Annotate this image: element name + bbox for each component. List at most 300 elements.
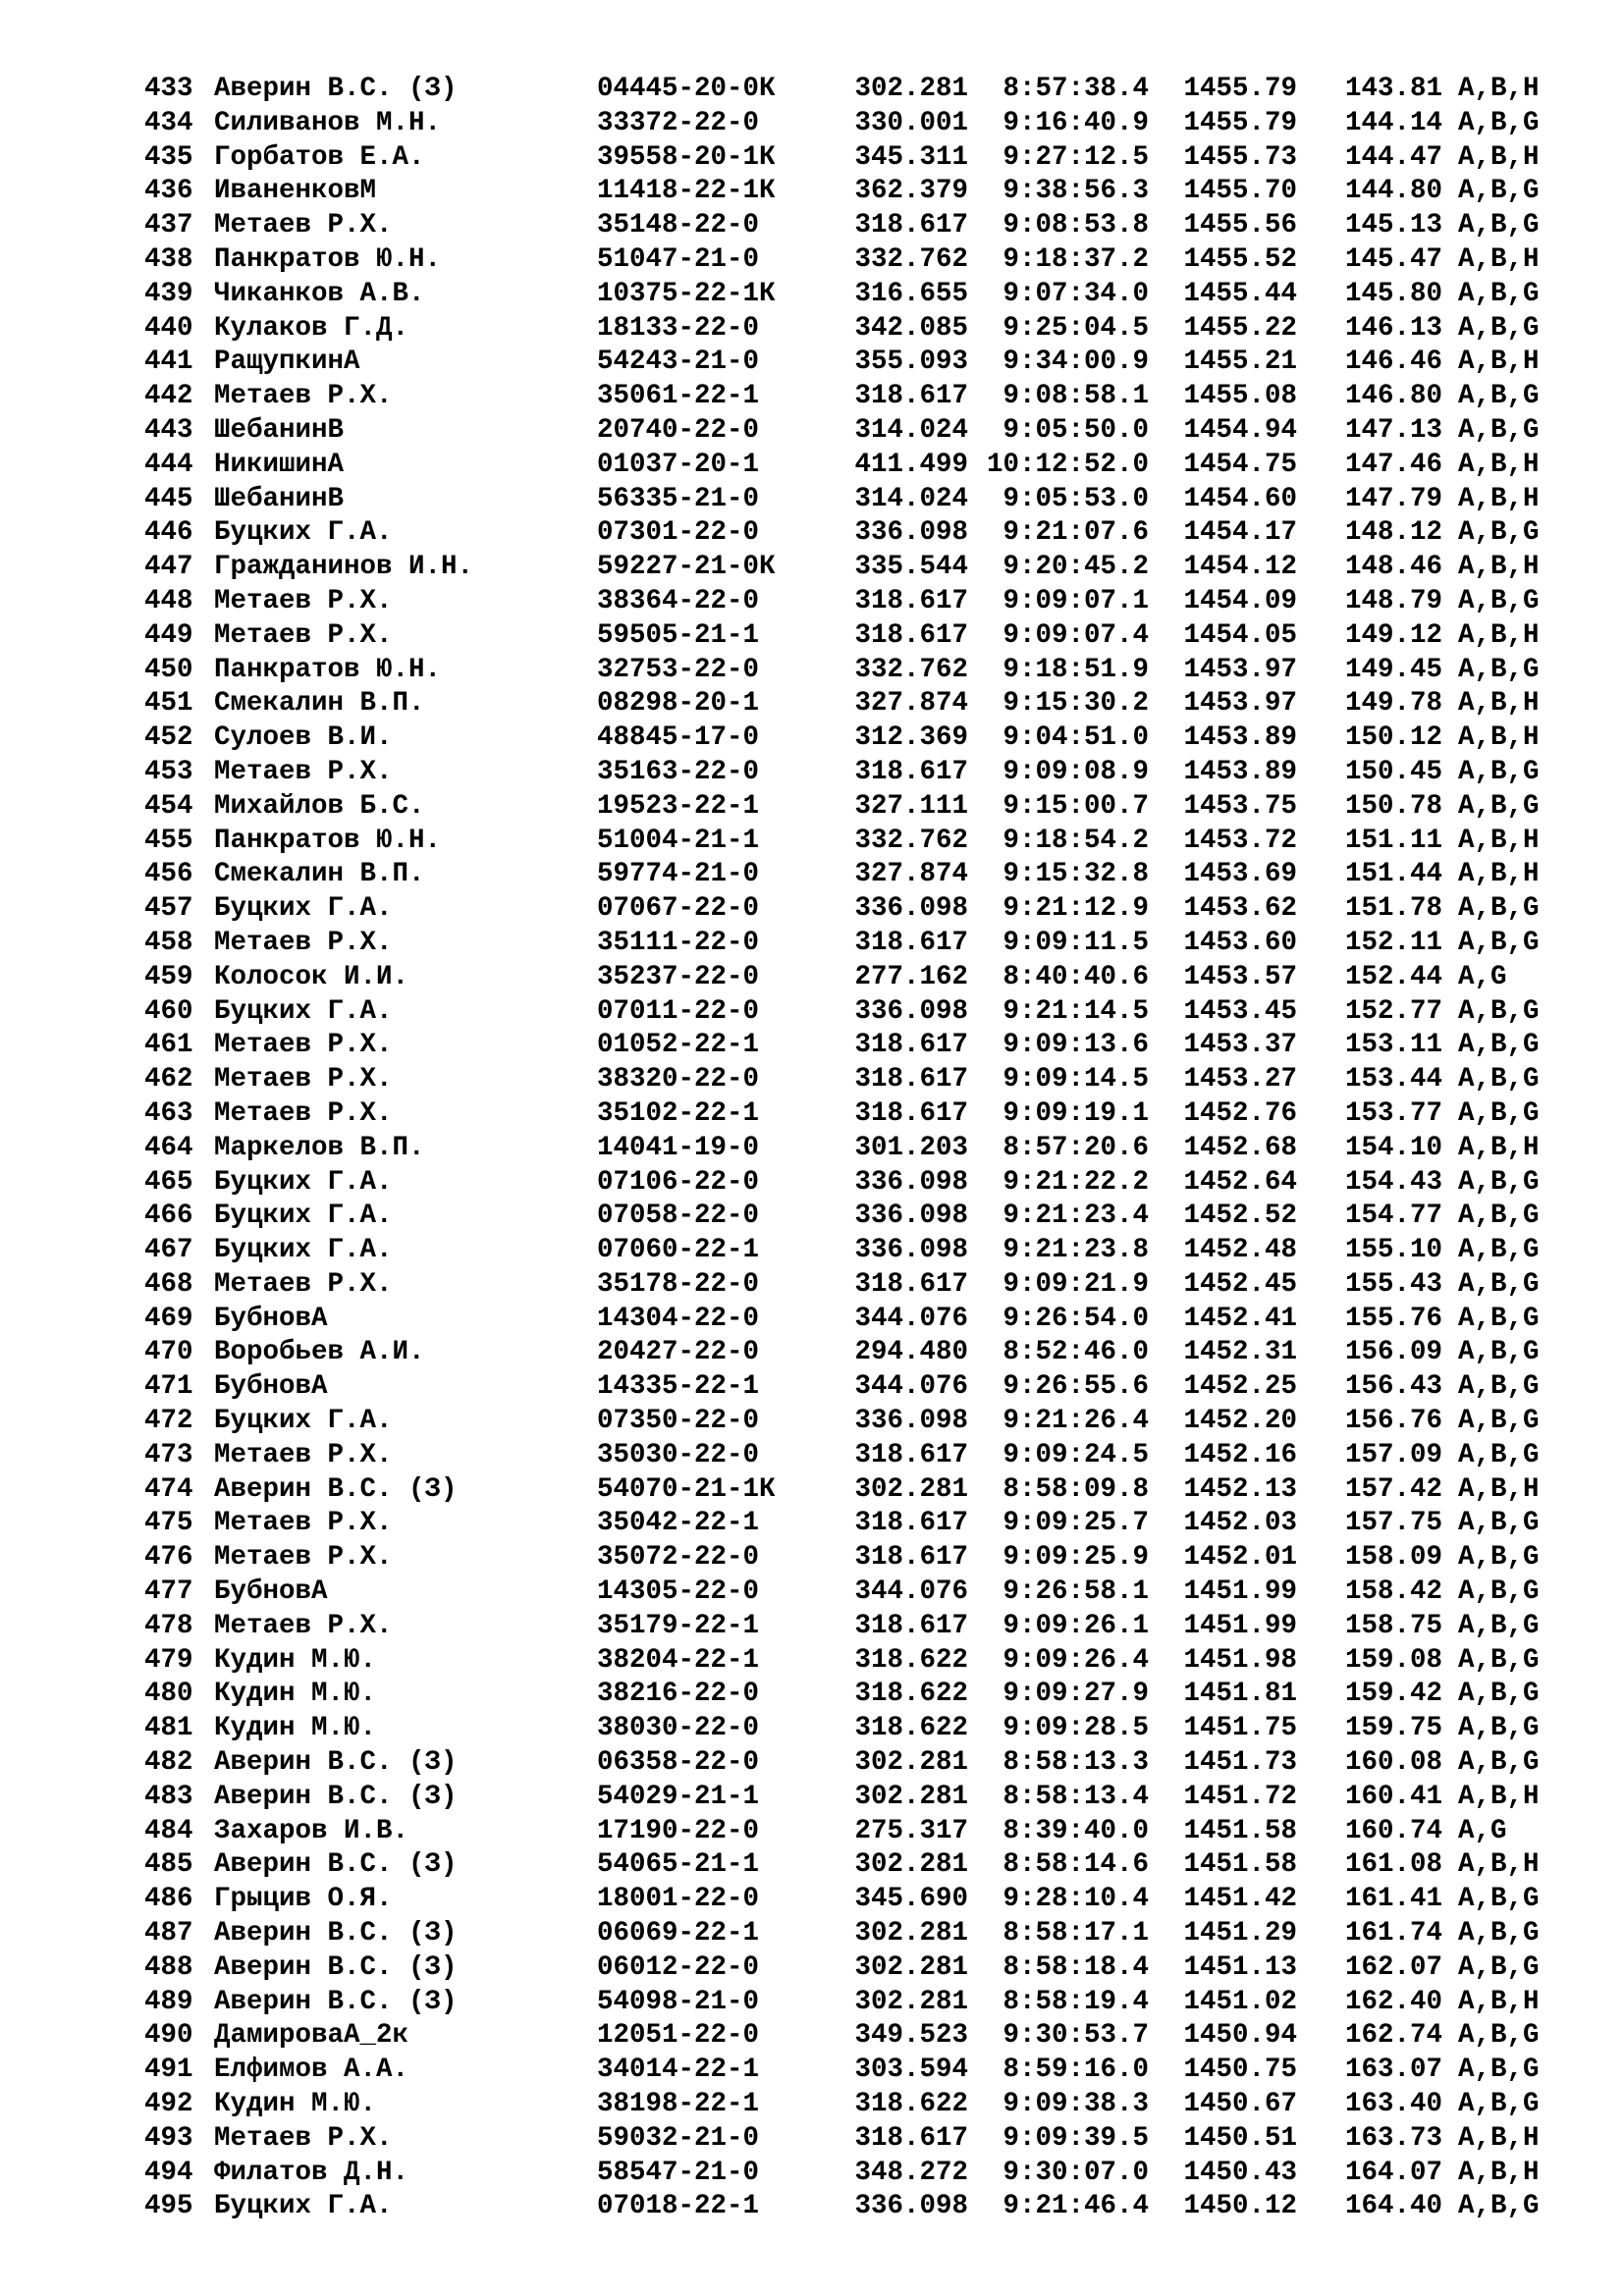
table-row [144,1883,1540,1917]
distance-cell: 275.317 [854,1815,968,1846]
speed-cell: 1455.79 [1183,74,1297,104]
fancier-name-cell: Аверин В.С. (З) [214,1986,458,2017]
ring-number-cell: 34014-22-1 [597,2055,760,2086]
points-cell: 144.14 [1344,107,1442,138]
flags-cell: A,B,H [1458,1781,1540,1812]
fancier-name-cell: Буцких Г.А. [214,1201,393,1232]
points-cell: 153.44 [1344,1064,1442,1095]
ring-number-cell: 07058-22-0 [597,1201,760,1232]
table-row [144,380,1540,414]
flags-cell: A,B,G [1458,1371,1540,1403]
ring-number-cell: 59505-21-1 [597,619,760,651]
flags-cell: A,B,H [1458,449,1540,480]
arrival-time-cell: 9:05:53.0 [1002,483,1149,514]
arrival-time-cell: 8:57:38.4 [1002,74,1149,104]
speed-cell: 1455.21 [1183,347,1297,378]
place-cell: 454 [144,790,193,822]
distance-cell: 344.076 [854,1303,968,1334]
points-cell: 155.76 [1344,1303,1442,1334]
fancier-name-cell: Метаев Р.Х. [214,1508,393,1539]
place-cell: 488 [144,1951,193,1983]
ring-number-cell: 35030-22-0 [597,1439,760,1470]
place-cell: 440 [144,312,193,344]
fancier-name-cell: Маркелов В.П. [214,1132,425,1163]
table-row [144,619,1540,654]
arrival-time-cell: 9:09:38.3 [1002,2089,1149,2120]
speed-cell: 1450.75 [1183,2055,1297,2086]
table-row [144,1541,1540,1575]
distance-cell: 336.098 [854,2191,968,2222]
speed-cell: 1452.48 [1183,1235,1297,1266]
flags-cell: A,B,G [1458,1713,1540,1744]
table-row [144,2019,1540,2054]
distance-cell: 318.617 [854,1542,968,1574]
arrival-time-cell: 9:09:21.9 [1002,1268,1149,1300]
flags-cell: A,B,G [1458,585,1540,616]
table-row [144,1336,1540,1370]
ring-number-cell: 18133-22-0 [597,312,760,344]
speed-cell: 1452.31 [1183,1337,1297,1368]
speed-cell: 1454.60 [1183,483,1297,514]
flags-cell: A,B,G [1458,381,1540,412]
table-row [144,1132,1540,1166]
points-cell: 160.08 [1344,1747,1442,1779]
flags-cell: A,B,G [1458,790,1540,822]
arrival-time-cell: 9:16:40.9 [1002,107,1149,138]
fancier-name-cell: Буцких Г.А. [214,1235,393,1266]
ring-number-cell: 35042-22-1 [597,1508,760,1539]
points-cell: 155.10 [1344,1235,1442,1266]
fancier-name-cell: Кулаков Г.Д. [214,312,409,344]
place-cell: 451 [144,688,193,720]
fancier-name-cell: Буцких Г.А. [214,1166,393,1198]
table-row [144,1951,1540,1986]
points-cell: 143.81 [1344,74,1442,104]
distance-cell: 348.272 [854,2157,968,2188]
table-row [144,278,1540,312]
place-cell: 441 [144,347,193,378]
fancier-name-cell: Метаев Р.Х. [214,756,393,787]
flags-cell: A,B,G [1458,107,1540,138]
arrival-time-cell: 9:09:19.1 [1002,1097,1149,1129]
fancier-name-cell: Метаев Р.Х. [214,1610,393,1641]
points-cell: 151.78 [1344,893,1442,925]
place-cell: 472 [144,1406,193,1437]
table-row [144,1815,1540,1849]
fancier-name-cell: БубновА [214,1371,328,1403]
ring-number-cell: 38320-22-0 [597,1064,760,1095]
table-row [144,141,1540,176]
fancier-name-cell: Сулоев В.И. [214,722,393,754]
fancier-name-cell: Метаев Р.Х. [214,381,393,412]
flags-cell: A,B,H [1458,722,1540,754]
distance-cell: 332.762 [854,654,968,685]
table-row [144,1200,1540,1234]
flags-cell: A,B,H [1458,1132,1540,1163]
place-cell: 469 [144,1303,193,1334]
distance-cell: 327.874 [854,688,968,720]
flags-cell: A,B,H [1458,619,1540,651]
flags-cell: A,B,G [1458,1201,1540,1232]
fancier-name-cell: Кудин М.Ю. [214,1713,377,1744]
table-row [144,1507,1540,1541]
flags-cell: A,B,H [1458,552,1540,583]
table-row [144,1917,1540,1951]
points-cell: 161.41 [1344,1884,1442,1915]
points-cell: 146.13 [1344,312,1442,344]
place-cell: 457 [144,893,193,925]
points-cell: 144.47 [1344,141,1442,173]
speed-cell: 1454.12 [1183,552,1297,583]
table-row [144,175,1540,209]
arrival-time-cell: 8:58:14.6 [1002,1849,1149,1881]
arrival-time-cell: 9:09:39.5 [1002,2122,1149,2154]
flags-cell: A,B,H [1458,483,1540,514]
speed-cell: 1455.44 [1183,278,1297,309]
flags-cell: A,B,G [1458,2020,1540,2052]
flags-cell: A,B,G [1458,1097,1540,1129]
fancier-name-cell: БубновА [214,1303,328,1334]
arrival-time-cell: 9:18:54.2 [1002,825,1149,856]
distance-cell: 302.281 [854,1747,968,1779]
table-row [144,858,1540,892]
fancier-name-cell: Аверин В.С. (З) [214,1747,458,1779]
fancier-name-cell: Захаров И.В. [214,1815,409,1846]
points-cell: 158.42 [1344,1576,1442,1608]
distance-cell: 332.762 [854,243,968,275]
arrival-time-cell: 9:15:00.7 [1002,790,1149,822]
arrival-time-cell: 9:21:07.6 [1002,517,1149,549]
fancier-name-cell: Горбатов Е.А. [214,141,425,173]
speed-cell: 1452.13 [1183,1473,1297,1505]
speed-cell: 1453.97 [1183,688,1297,720]
distance-cell: 318.622 [854,1679,968,1710]
ring-number-cell: 38198-22-1 [597,2089,760,2120]
arrival-time-cell: 9:25:04.5 [1002,312,1149,344]
place-cell: 439 [144,278,193,309]
arrival-time-cell: 9:26:54.0 [1002,1303,1149,1334]
place-cell: 449 [144,619,193,651]
table-row [144,585,1540,619]
place-cell: 482 [144,1747,193,1779]
points-cell: 148.79 [1344,585,1442,616]
distance-cell: 294.480 [854,1337,968,1368]
fancier-name-cell: Аверин В.С. (З) [214,1849,458,1881]
flags-cell: A,B,G [1458,278,1540,309]
arrival-time-cell: 9:09:24.5 [1002,1439,1149,1470]
place-cell: 450 [144,654,193,685]
table-row [144,209,1540,243]
points-cell: 160.74 [1344,1815,1442,1846]
speed-cell: 1452.76 [1183,1097,1297,1129]
ring-number-cell: 59227-21-0К [597,552,776,583]
ring-number-cell: 10375-22-1К [597,278,776,309]
fancier-name-cell: Панкратов Ю.Н. [214,825,442,856]
fancier-name-cell: ШебанинВ [214,483,345,514]
results-table [144,73,1540,2224]
speed-cell: 1450.67 [1183,2089,1297,2120]
speed-cell: 1455.22 [1183,312,1297,344]
fancier-name-cell: Метаев Р.Х. [214,1439,393,1470]
arrival-time-cell: 9:08:53.8 [1002,210,1149,241]
arrival-time-cell: 9:09:28.5 [1002,1713,1149,1744]
fancier-name-cell: Метаев Р.Х. [214,1097,393,1129]
ring-number-cell: 35237-22-0 [597,961,760,992]
flags-cell: A,B,H [1458,243,1540,275]
distance-cell: 330.001 [854,107,968,138]
speed-cell: 1453.89 [1183,722,1297,754]
distance-cell: 362.379 [854,176,968,207]
ring-number-cell: 35072-22-0 [597,1542,760,1574]
points-cell: 150.45 [1344,756,1442,787]
speed-cell: 1453.57 [1183,961,1297,992]
place-cell: 443 [144,414,193,446]
arrival-time-cell: 8:59:16.0 [1002,2055,1149,2086]
flags-cell: A,B,H [1458,688,1540,720]
table-row [144,1303,1540,1337]
flags-cell: A,B,G [1458,756,1540,787]
fancier-name-cell: Смекалин В.П. [214,688,425,720]
table-row [144,961,1540,995]
arrival-time-cell: 9:15:30.2 [1002,688,1149,720]
speed-cell: 1453.27 [1183,1064,1297,1095]
distance-cell: 302.281 [854,1986,968,2017]
points-cell: 158.09 [1344,1542,1442,1574]
arrival-time-cell: 9:09:25.9 [1002,1542,1149,1574]
distance-cell: 344.076 [854,1371,968,1403]
ring-number-cell: 06012-22-0 [597,1951,760,1983]
place-cell: 476 [144,1542,193,1574]
arrival-time-cell: 9:21:22.2 [1002,1166,1149,1198]
place-cell: 452 [144,722,193,754]
distance-cell: 318.617 [854,756,968,787]
fancier-name-cell: Метаев Р.Х. [214,1268,393,1300]
points-cell: 144.80 [1344,176,1442,207]
place-cell: 487 [144,1918,193,1949]
speed-cell: 1452.68 [1183,1132,1297,1163]
speed-cell: 1451.58 [1183,1849,1297,1881]
speed-cell: 1451.58 [1183,1815,1297,1846]
table-row [144,346,1540,380]
fancier-name-cell: Силиванов М.Н. [214,107,442,138]
distance-cell: 318.617 [854,1064,968,1095]
ring-number-cell: 35061-22-1 [597,381,760,412]
place-cell: 471 [144,1371,193,1403]
arrival-time-cell: 9:26:55.6 [1002,1371,1149,1403]
table-row [144,1575,1540,1610]
table-row [144,1029,1540,1063]
fancier-name-cell: Буцких Г.А. [214,517,393,549]
points-cell: 150.78 [1344,790,1442,822]
speed-cell: 1452.25 [1183,1371,1297,1403]
arrival-time-cell: 9:26:58.1 [1002,1576,1149,1608]
flags-cell: A,B,G [1458,1166,1540,1198]
table-row [144,1097,1540,1132]
distance-cell: 303.594 [854,2055,968,2086]
place-cell: 463 [144,1097,193,1129]
points-cell: 164.40 [1344,2191,1442,2222]
points-cell: 151.44 [1344,859,1442,890]
arrival-time-cell: 9:09:13.6 [1002,1030,1149,1061]
flags-cell: A,B,G [1458,1030,1540,1061]
points-cell: 150.12 [1344,722,1442,754]
fancier-name-cell: Метаев Р.Х. [214,210,393,241]
arrival-time-cell: 9:09:27.9 [1002,1679,1149,1710]
place-cell: 444 [144,449,193,480]
table-row [144,1678,1540,1712]
fancier-name-cell: Кудин М.Ю. [214,2089,377,2120]
flags-cell: A,B,H [1458,2157,1540,2188]
arrival-time-cell: 9:09:11.5 [1002,927,1149,958]
table-row [144,551,1540,585]
distance-cell: 336.098 [854,1235,968,1266]
fancier-name-cell: ШебанинВ [214,414,345,446]
place-cell: 459 [144,961,193,992]
flags-cell: A,B,G [1458,1439,1540,1470]
distance-cell: 345.311 [854,141,968,173]
place-cell: 458 [144,927,193,958]
fancier-name-cell: Аверин В.С. (З) [214,1951,458,1983]
ring-number-cell: 35111-22-0 [597,927,760,958]
distance-cell: 344.076 [854,1576,968,1608]
distance-cell: 327.874 [854,859,968,890]
ring-number-cell: 56335-21-0 [597,483,760,514]
points-cell: 152.77 [1344,995,1442,1027]
speed-cell: 1451.13 [1183,1951,1297,1983]
ring-number-cell: 07301-22-0 [597,517,760,549]
ring-number-cell: 51004-21-1 [597,825,760,856]
points-cell: 151.11 [1344,825,1442,856]
fancier-name-cell: Буцких Г.А. [214,893,393,925]
distance-cell: 312.369 [854,722,968,754]
table-row [144,1746,1540,1781]
place-cell: 433 [144,74,193,104]
speed-cell: 1453.89 [1183,756,1297,787]
points-cell: 161.08 [1344,1849,1442,1881]
place-cell: 453 [144,756,193,787]
distance-cell: 336.098 [854,517,968,549]
fancier-name-cell: Грыцив О.Я. [214,1884,393,1915]
arrival-time-cell: 9:21:12.9 [1002,893,1149,925]
place-cell: 480 [144,1679,193,1710]
points-cell: 164.07 [1344,2157,1442,2188]
ring-number-cell: 35102-22-1 [597,1097,760,1129]
ring-number-cell: 54070-21-1К [597,1473,776,1505]
ring-number-cell: 11418-22-1К [597,176,776,207]
table-row [144,687,1540,721]
speed-cell: 1453.75 [1183,790,1297,822]
arrival-time-cell: 9:09:14.5 [1002,1064,1149,1095]
distance-cell: 318.622 [854,1644,968,1676]
table-row [144,654,1540,688]
place-cell: 470 [144,1337,193,1368]
distance-cell: 318.617 [854,1610,968,1641]
ring-number-cell: 08298-20-1 [597,688,760,720]
flags-cell: A,B,G [1458,1303,1540,1334]
distance-cell: 277.162 [854,961,968,992]
speed-cell: 1454.94 [1183,414,1297,446]
speed-cell: 1450.12 [1183,2191,1297,2222]
table-row [144,1063,1540,1097]
fancier-name-cell: Аверин В.С. (З) [214,74,458,104]
place-cell: 475 [144,1508,193,1539]
table-row [144,2054,1540,2088]
arrival-time-cell: 8:57:20.6 [1002,1132,1149,1163]
speed-cell: 1450.43 [1183,2157,1297,2188]
table-row [144,790,1540,825]
ring-number-cell: 19523-22-1 [597,790,760,822]
table-row [144,2190,1540,2224]
distance-cell: 318.617 [854,1508,968,1539]
arrival-time-cell: 9:21:46.4 [1002,2191,1149,2222]
points-cell: 146.46 [1344,347,1442,378]
fancier-name-cell: Панкратов Ю.Н. [214,243,442,275]
flags-cell: A,B,H [1458,825,1540,856]
flags-cell: A,B,G [1458,1542,1540,1574]
table-row [144,1439,1540,1473]
table-row [144,1781,1540,1815]
speed-cell: 1453.45 [1183,995,1297,1027]
speed-cell: 1455.08 [1183,381,1297,412]
place-cell: 438 [144,243,193,275]
fancier-name-cell: ИваненковМ [214,176,377,207]
ring-number-cell: 38364-22-0 [597,585,760,616]
speed-cell: 1455.73 [1183,141,1297,173]
distance-cell: 302.281 [854,74,968,104]
speed-cell: 1455.79 [1183,107,1297,138]
fancier-name-cell: НикишинА [214,449,345,480]
points-cell: 145.13 [1344,210,1442,241]
speed-cell: 1451.73 [1183,1747,1297,1779]
distance-cell: 318.622 [854,2089,968,2120]
flags-cell: A,B,G [1458,1235,1540,1266]
table-row [144,243,1540,278]
ring-number-cell: 01052-22-1 [597,1030,760,1061]
fancier-name-cell: Метаев Р.Х. [214,1542,393,1574]
place-cell: 461 [144,1030,193,1061]
points-cell: 148.12 [1344,517,1442,549]
points-cell: 159.42 [1344,1679,1442,1710]
arrival-time-cell: 9:15:32.8 [1002,859,1149,890]
table-row [144,1986,1540,2020]
speed-cell: 1452.16 [1183,1439,1297,1470]
fancier-name-cell: Метаев Р.Х. [214,619,393,651]
points-cell: 149.45 [1344,654,1442,685]
flags-cell: A,B,H [1458,859,1540,890]
speed-cell: 1453.60 [1183,927,1297,958]
flags-cell: A,B,G [1458,1337,1540,1368]
points-cell: 153.11 [1344,1030,1442,1061]
ring-number-cell: 38030-22-0 [597,1713,760,1744]
arrival-time-cell: 9:09:08.9 [1002,756,1149,787]
speed-cell: 1454.05 [1183,619,1297,651]
place-cell: 481 [144,1713,193,1744]
flags-cell: A,B,G [1458,1747,1540,1779]
speed-cell: 1452.52 [1183,1201,1297,1232]
ring-number-cell: 14041-19-0 [597,1132,760,1163]
ring-number-cell: 07106-22-0 [597,1166,760,1198]
ring-number-cell: 07067-22-0 [597,893,760,925]
speed-cell: 1455.56 [1183,210,1297,241]
place-cell: 442 [144,381,193,412]
fancier-name-cell: РащупкинА [214,347,360,378]
place-cell: 448 [144,585,193,616]
distance-cell: 314.024 [854,414,968,446]
flags-cell: A,B,G [1458,1951,1540,1983]
arrival-time-cell: 10:12:52.0 [986,449,1149,480]
distance-cell: 355.093 [854,347,968,378]
distance-cell: 302.281 [854,1473,968,1505]
